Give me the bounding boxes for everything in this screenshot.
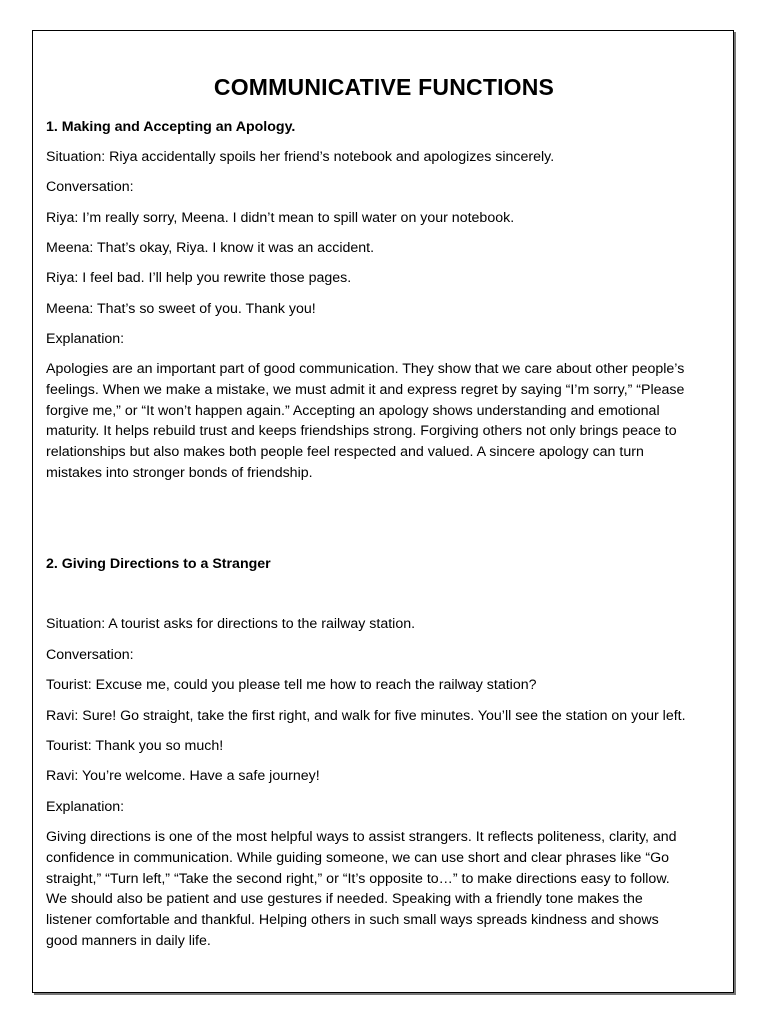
- explanation-line: confidence in communication. While guiding someone, we can use short and clear phrases like “Go: [46, 849, 670, 866]
- explanation-line: forgive me,” or “It won’t happen again.” Accepting an apology shows understanding and emotional: [46, 402, 660, 419]
- section2-heading: 2. Giving Directions to a Stranger: [46, 556, 271, 572]
- explanation-line: relationships but also makes both people feel respected and valued. A sincere apology can turn: [46, 444, 644, 461]
- section1-dialogue-line: Meena: That’s so sweet of you. Thank you!: [46, 301, 316, 317]
- section2-conversation-label: Conversation:: [46, 647, 134, 663]
- section2-situation: Situation: A tourist asks for directions to the railway station.: [46, 616, 416, 632]
- explanation-line: Giving directions is one of the most helpful ways to assist strangers. It reflects politeness, clarity, and: [46, 829, 677, 845]
- section2-dialogue-line: Tourist: Thank you so much!: [46, 738, 224, 754]
- explanation-line: mistakes into stronger bonds of friendship.: [46, 464, 313, 481]
- section2-explanation: [46, 827, 726, 952]
- section2-explanation-label: Explanation:: [46, 799, 125, 815]
- section1-heading: 1. Making and Accepting an Apology.: [46, 119, 296, 135]
- section2-dialogue-line: Tourist: Excuse me, could you please tell me how to reach the railway station?: [46, 677, 537, 693]
- explanation-line: maturity. It helps rebuild trust and keeps friendships strong. Forgiving others not only brings peace to: [46, 423, 677, 440]
- explanation-line: good manners in daily life.: [46, 932, 211, 949]
- section1-conversation-label: Conversation:: [46, 179, 134, 195]
- explanation-line: feelings. When we make a mistake, we must admit it and express regret by saying “I’m sorry,” “Please: [46, 381, 685, 398]
- explanation-line: We should also be patient and use gestures if needed. Speaking with a friendly tone makes the: [46, 891, 643, 908]
- explanation-line: Apologies are an important part of good communication. They show that we care about other people’s: [46, 361, 685, 377]
- section1-explanation-label: Explanation:: [46, 331, 125, 347]
- section2-dialogue-line: Ravi: You’re welcome. Have a safe journey!: [46, 768, 320, 784]
- section1-dialogue-line: Riya: I feel bad. I’ll help you rewrite those pages.: [46, 270, 352, 286]
- section1-situation: Situation: Riya accidentally spoils her friend’s notebook and apologizes sincerely.: [46, 149, 555, 165]
- section1-explanation: [46, 359, 726, 484]
- section2-dialogue-line: Ravi: Sure! Go straight, take the first right, and walk for five minutes. You’ll see the station on your left.: [46, 708, 686, 724]
- document-title: COMMUNICATIVE FUNCTIONS: [213, 74, 555, 100]
- section1-dialogue-line: Riya: I’m really sorry, Meena. I didn’t mean to spill water on your notebook.: [46, 210, 515, 226]
- section1-dialogue-line: Meena: That’s okay, Riya. I know it was an accident.: [46, 240, 375, 256]
- explanation-line: straight,” “Turn left,” “Take the second right,” or “It’s opposite to…” to make directions easy to follow.: [46, 870, 670, 887]
- explanation-line: listener comfortable and thankful. Helping others in such small ways spreads kindness and shows: [46, 912, 659, 929]
